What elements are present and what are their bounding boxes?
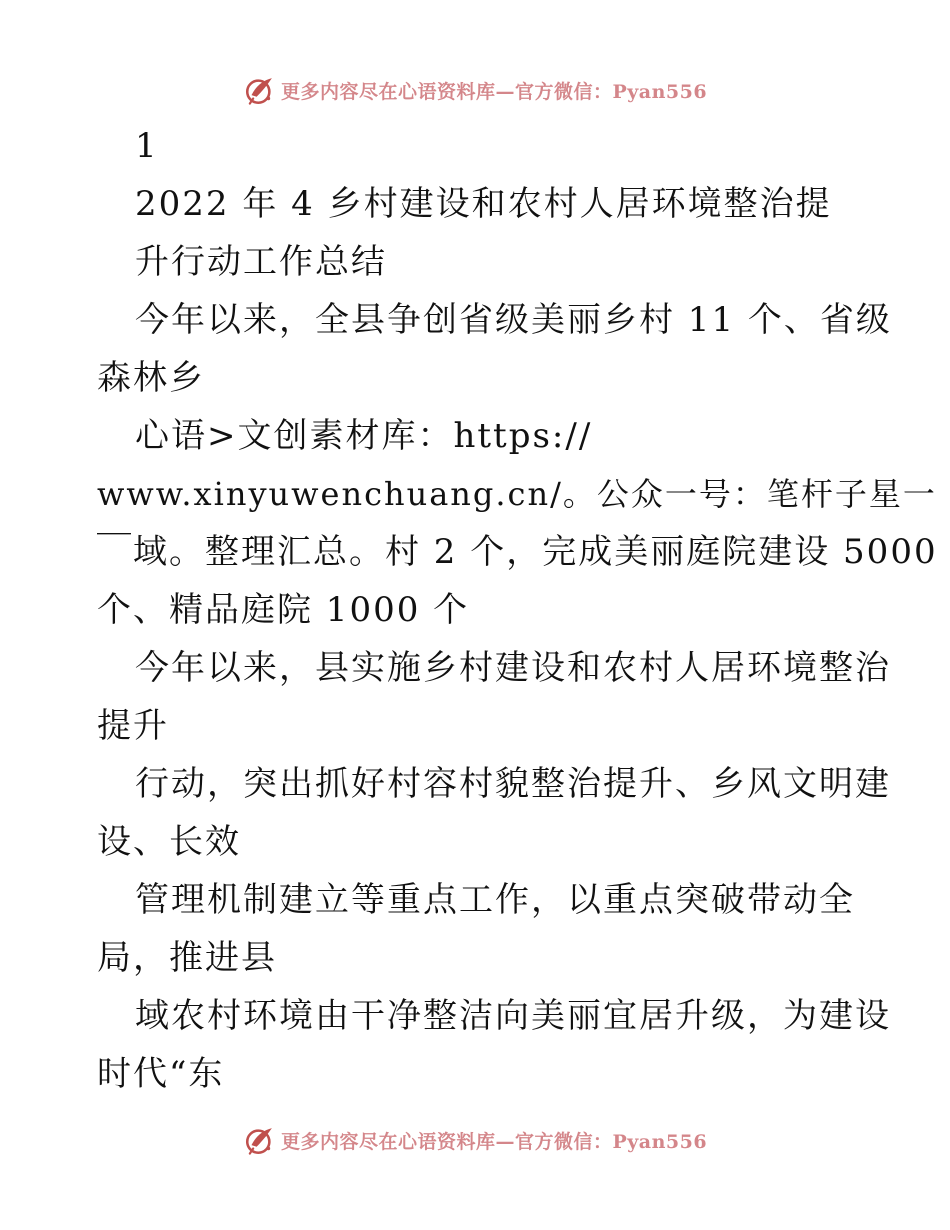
pen-logo-icon: [243, 1123, 277, 1157]
text-line: 心语>文创素材库：https://: [135, 416, 593, 456]
text-line: 今年以来，全县争创省级美丽乡村 11 个、省级: [135, 300, 892, 340]
text-line: 提升: [97, 706, 169, 746]
text-line: 2022 年 4 乡村建设和农村人居环境整治提: [135, 184, 832, 224]
text-line: 升行动工作总结: [135, 242, 387, 282]
text-line: 今年以来，县实施乡村建设和农村人居环境整治: [135, 648, 891, 688]
text-line: 个、精品庭院 1000 个: [97, 590, 470, 630]
text-line: 1: [135, 126, 159, 166]
text-line: 局，推进县: [97, 938, 277, 978]
text-line: 森林乡: [97, 358, 205, 398]
text-line: 时代“东: [97, 1054, 225, 1094]
text-line: 行动，突出抓好村容村貌整治提升、乡风文明建: [135, 764, 891, 804]
text-line: www.xinyuwenchuang.cn/。公众一号：笔杆子星一: [97, 475, 937, 513]
watermark-banner-bottom: [0, 1120, 950, 1160]
text-line: 管理机制建立等重点工作，以重点突破带动全: [135, 880, 855, 920]
watermark-text: 更多内容尽在心语资料库—官方微信：Pyan556: [280, 80, 708, 103]
text-line: 设、长效: [97, 822, 241, 862]
text-line: ￣域。整理汇总。村 2 个，完成美丽庭院建设 5000: [97, 532, 938, 572]
text-line: 域农村环境由干净整洁向美丽宜居升级，为建设: [135, 996, 891, 1036]
watermark-text: 更多内容尽在心语资料库—官方微信：Pyan556: [280, 1130, 708, 1153]
